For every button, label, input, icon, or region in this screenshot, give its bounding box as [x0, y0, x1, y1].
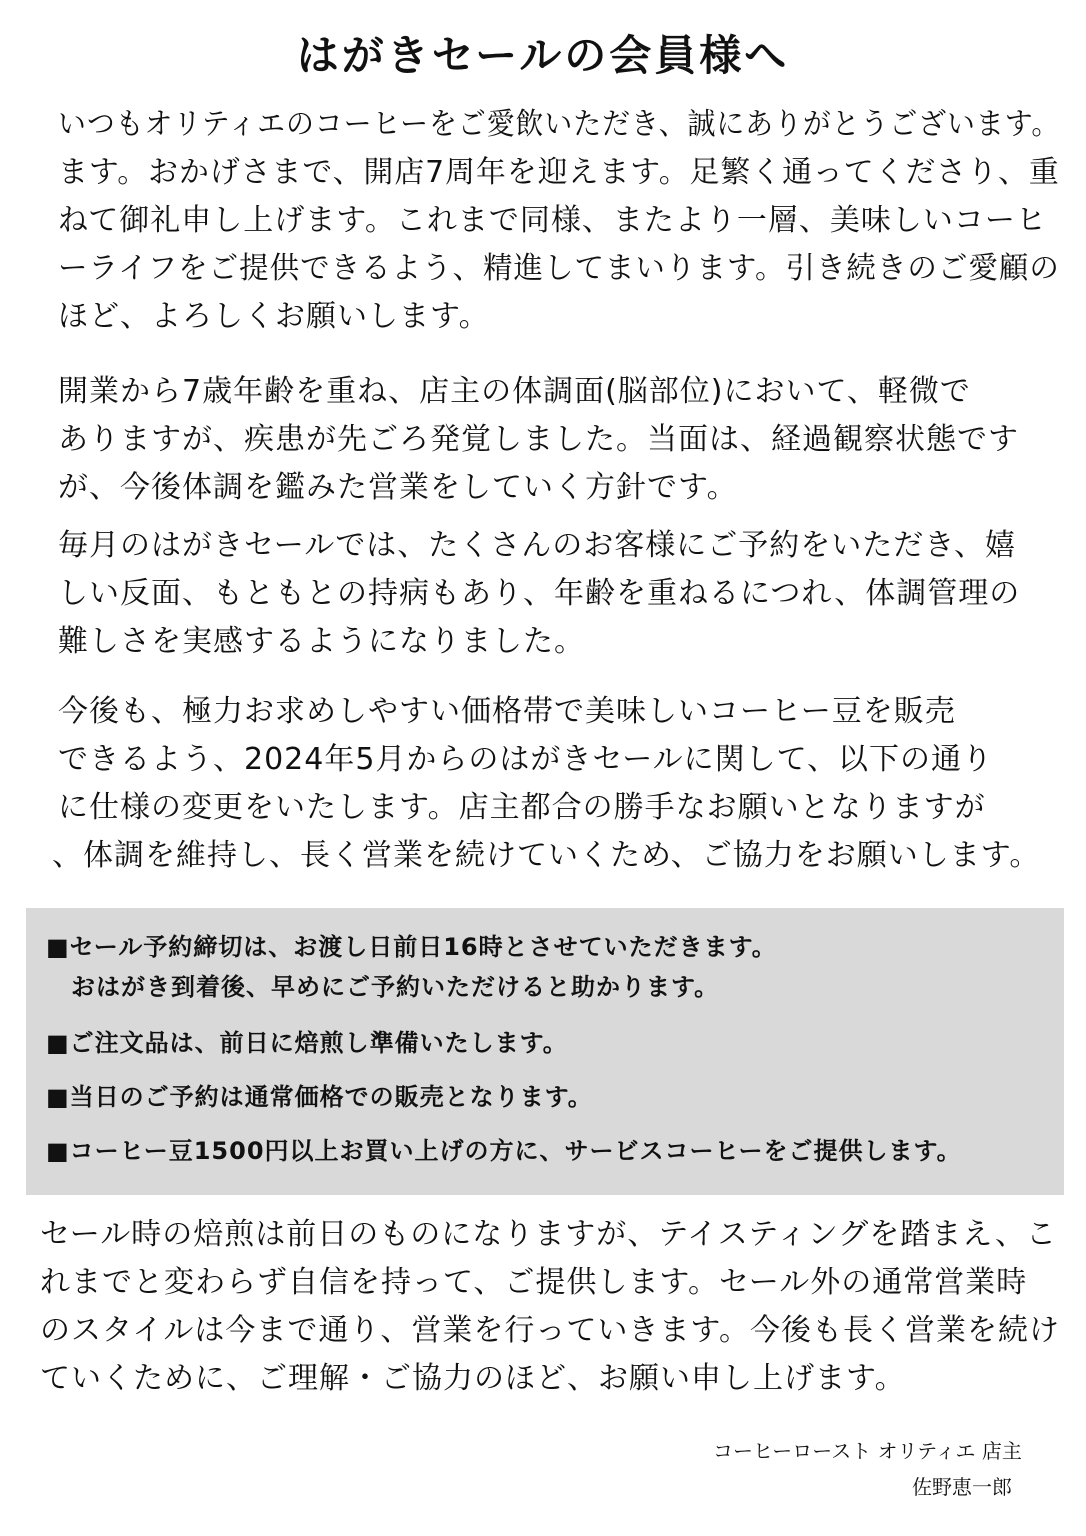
- notice-item: ■セール予約締切は、お渡し日前日16時とさせていただきます。: [46, 933, 777, 961]
- paragraph-line: 難しさを実感するようになりました。: [58, 624, 585, 659]
- paragraph-line: ねて御礼申し上げます。これまで同様、またより一層、美味しいコーヒ: [58, 203, 1047, 238]
- paragraph-line: れまでと変わらず自信を持って、ご提供します。セール外の通常営業時: [40, 1265, 1028, 1300]
- signature-shop: コーヒーロースト オリティエ 店主: [713, 1439, 1022, 1463]
- paragraph-line: しい反面、もともとの持病もあり、年齢を重ねるにつれ、体調管理の: [58, 576, 1021, 611]
- paragraph-line: ていくために、ご理解・ご協力のほど、お願い申し上げます。: [40, 1361, 906, 1396]
- signature-name: 佐野恵一郎: [912, 1475, 1012, 1499]
- paragraph-line: 、体調を維持し、長く営業を続けていくため、ご協力をお願いします。: [52, 838, 1041, 873]
- page-title: はがきセールの会員様へ: [296, 31, 790, 80]
- paragraph-line: に仕様の変更をいたします。店主都合の勝手なお願いとなりますが: [58, 790, 986, 825]
- paragraph-line: のスタイルは今まで通り、営業を行っていきます。今後も長く営業を続け: [40, 1313, 1060, 1348]
- paragraph-line: セール時の焙煎は前日のものになりますが、テイスティングを踏まえ、こ: [40, 1217, 1057, 1252]
- notice-item: ■当日のご予約は通常価格での販売となります。: [46, 1083, 593, 1111]
- paragraph-line: いつもオリティエのコーヒーをご愛飲いただき、誠にありがとうございます。: [58, 107, 1061, 142]
- paragraph-line: 今後も、極力お求めしやすい価格帯で美味しいコーヒー豆を販売: [58, 694, 956, 729]
- paragraph-line: ます。おかげさまで、開店7周年を迎えます。足繁く通ってくださり、重: [58, 155, 1060, 190]
- paragraph-line: 毎月のはがきセールでは、たくさんのお客様にご予約をいただき、嬉: [58, 528, 1016, 563]
- paragraph-line: ありますが、疾患が先ごろ発覚しました。当面は、経過観察状態です: [58, 422, 1019, 457]
- paragraph-line: できるよう、2024年5月からのはがきセールに関して、以下の通り: [58, 742, 994, 777]
- notice-box: [26, 908, 1064, 1195]
- notice-item: ■ご注文品は、前日に焙煎し準備いたします。: [46, 1029, 568, 1057]
- paragraph-line: ーライフをご提供できるよう、精進してまいります。引き続きのご愛顧の: [58, 251, 1060, 286]
- paragraph-line: ほど、よろしくお願いします。: [58, 299, 490, 334]
- notice-item: ■コーヒー豆1500円以上お買い上げの方に、サービスコーヒーをご提供します。: [46, 1137, 962, 1165]
- paragraph-line: 開業から7歳年齢を重ね、店主の体調面(脳部位)において、軽微で: [58, 374, 971, 409]
- notice-item-subline: おはがき到着後、早めにご予約いただけると助かります。: [46, 973, 720, 1001]
- paragraph-line: が、今後体調を鑑みた営業をしていく方針です。: [58, 470, 738, 505]
